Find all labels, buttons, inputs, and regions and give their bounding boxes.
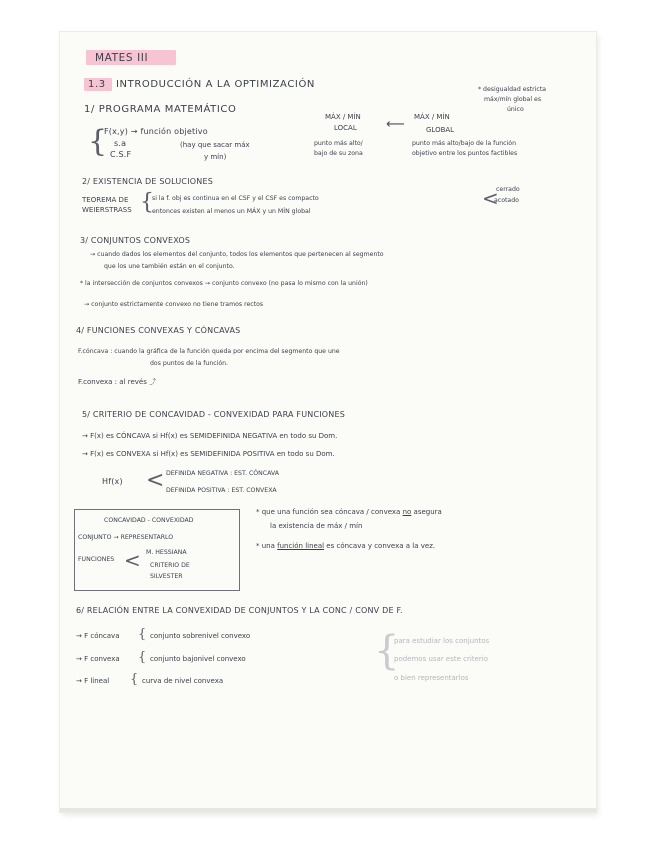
brace-icon: {: [138, 650, 147, 665]
subject-to-label: s.a: [114, 139, 127, 148]
concave-function-line1: F.cóncava : cuando la gráfica de la función queda por encima del segmento que une: [78, 348, 340, 355]
hessian-label: Hf(x): [102, 477, 123, 486]
side-note-line3: único: [507, 106, 524, 113]
convex-criterion-line: → F(x) es CONVEXA si Hf(x) es SEMIDEFINIDA POSITIVA en todo su Dom.: [82, 450, 335, 458]
global-label: GLOBAL: [426, 126, 455, 134]
convex-function-line: F.convexa : al revés ⤴: [78, 378, 157, 386]
weierstrass-text-line2: entonces existen al menos un MÁX y un MÍN global: [152, 208, 311, 215]
side-note-estudiar: para estudiar los conjuntos: [394, 637, 490, 645]
brace-icon: {: [138, 627, 147, 642]
relation-linear-label: → F lineal: [76, 677, 110, 685]
summary-box-functions-label: FUNCIONES: [78, 556, 115, 563]
brace-icon: {: [130, 672, 139, 687]
brace-icon: {: [374, 628, 400, 674]
side-note-criterio: podemos usar este criterio: [394, 655, 488, 663]
heading-existencia-soluciones: 2/ EXISTENCIA DE SOLUCIONES: [82, 177, 213, 186]
intersection-note: * la intersección de conjuntos convexos → conjunto convexo (no pasa lo mismo con la unión): [80, 280, 368, 287]
local-desc-line2: bajo de su zona: [314, 150, 363, 157]
summary-box-title: CONCAVIDAD - CONVEXIDAD: [104, 517, 194, 524]
heading-funciones-convexas: 4/ FUNCIONES CONVEXAS Y CÓNCAVAS: [76, 326, 241, 335]
option-acotado: acotado: [494, 197, 519, 204]
strictly-convex-note: → conjunto estrictamente convexo no tiene tramos rectos: [84, 301, 264, 308]
left-brace-icon: <: [482, 186, 499, 210]
section-title: INTRODUCCIÓN A LA OPTIMIZACIÓN: [116, 79, 315, 90]
heading-programa-matematico: 1/ PROGRAMA MATEMÁTICO: [84, 104, 237, 115]
csf-label: C.S.F: [110, 150, 132, 159]
summary-box-option-criterio: CRITERIO DE: [150, 562, 190, 569]
relation-convex-label: → F convexa: [76, 655, 120, 663]
side-note-representar: o bien representarlos: [394, 674, 469, 682]
page-edge: [60, 808, 596, 812]
heading-conjuntos-convexos: 3/ CONJUNTOS CONVEXOS: [80, 236, 191, 245]
relation-convex-value: conjunto bajonivel convexo: [150, 655, 246, 663]
left-arrow-icon: ⟵: [386, 117, 405, 132]
teorema-line1: TEOREMA DE: [82, 196, 129, 204]
definida-positiva-line: DEFINIDA POSITIVA : EST. CONVEXA: [166, 487, 277, 494]
weierstrass-text-line1: si la f. obj es continua en el CSF y el CSF es compacto: [152, 195, 319, 202]
heading-relacion-convexidad: 6/ RELACIÓN ENTRE LA CONVEXIDAD DE CONJUNTOS Y LA CONC / CONV DE F.: [76, 606, 403, 615]
maxmin-global-heading: MÁX / MÍN: [414, 113, 450, 121]
note-no-asegura: * que una función sea cóncava / convexa no asegura: [256, 508, 442, 516]
local-desc-line1: punto más alto/: [314, 140, 363, 147]
summary-box-set-line: CONJUNTO → REPRESENTARLO: [78, 534, 174, 541]
note-y-min: y mín): [204, 153, 227, 161]
side-note-line2: máx/mín global es: [484, 96, 542, 103]
heading-criterio-concavidad: 5/ CRITERIO DE CONCAVIDAD - CONVEXIDAD PARA FUNCIONES: [82, 410, 346, 419]
summary-box-option-hessian: M. HESSIANA: [146, 549, 187, 556]
teorema-line2: WEIERSTRASS: [82, 206, 132, 214]
option-cerrado: cerrado: [496, 186, 520, 193]
page-title: MATES III: [95, 52, 149, 64]
objective-function-line: F(x,y) → función objetivo: [104, 127, 208, 136]
convex-set-definition-line1: → cuando dados los elementos del conjunto, todos los elementos que pertenecen al segmento: [90, 251, 384, 258]
relation-concave-label: → F cóncava: [76, 632, 120, 640]
note-sacar-max: (hay que sacar máx: [180, 141, 250, 149]
concave-function-line2: dos puntos de la función.: [150, 360, 229, 367]
convex-set-definition-line2: que los une también están en el conjunto.: [104, 263, 235, 270]
relation-linear-value: curva de nivel convexa: [142, 677, 224, 685]
summary-box-option-silvester: SILVESTER: [150, 573, 183, 580]
left-brace-icon: <: [146, 468, 165, 493]
notebook-page: [60, 32, 596, 812]
brace-icon: {: [140, 190, 154, 215]
global-desc-line1: punto más alto/bajo de la función: [412, 140, 516, 147]
global-desc-line2: objetivo entre los puntos factibles: [412, 150, 518, 157]
maxmin-local-heading: MÁX / MÍN: [325, 113, 361, 121]
brace-icon: {: [88, 124, 108, 159]
concave-criterion-line: → F(x) es CÓNCAVA si Hf(x) es SEMIDEFINIDA NEGATIVA en todo su Dom.: [82, 432, 338, 440]
local-label: LOCAL: [334, 124, 357, 132]
note-existencia: la existencia de máx / mín: [270, 522, 363, 530]
section-number: 1.3: [88, 79, 106, 90]
note-funcion-lineal: * una función lineal es cóncava y convexa a la vez.: [256, 542, 436, 550]
relation-concave-value: conjunto sobrenivel convexo: [150, 632, 251, 640]
side-note-line1: * desigualdad estricta: [478, 86, 547, 93]
definida-negativa-line: DEFINIDA NEGATIVA : EST. CÓNCAVA: [166, 470, 280, 477]
left-brace-icon: <: [124, 548, 141, 572]
